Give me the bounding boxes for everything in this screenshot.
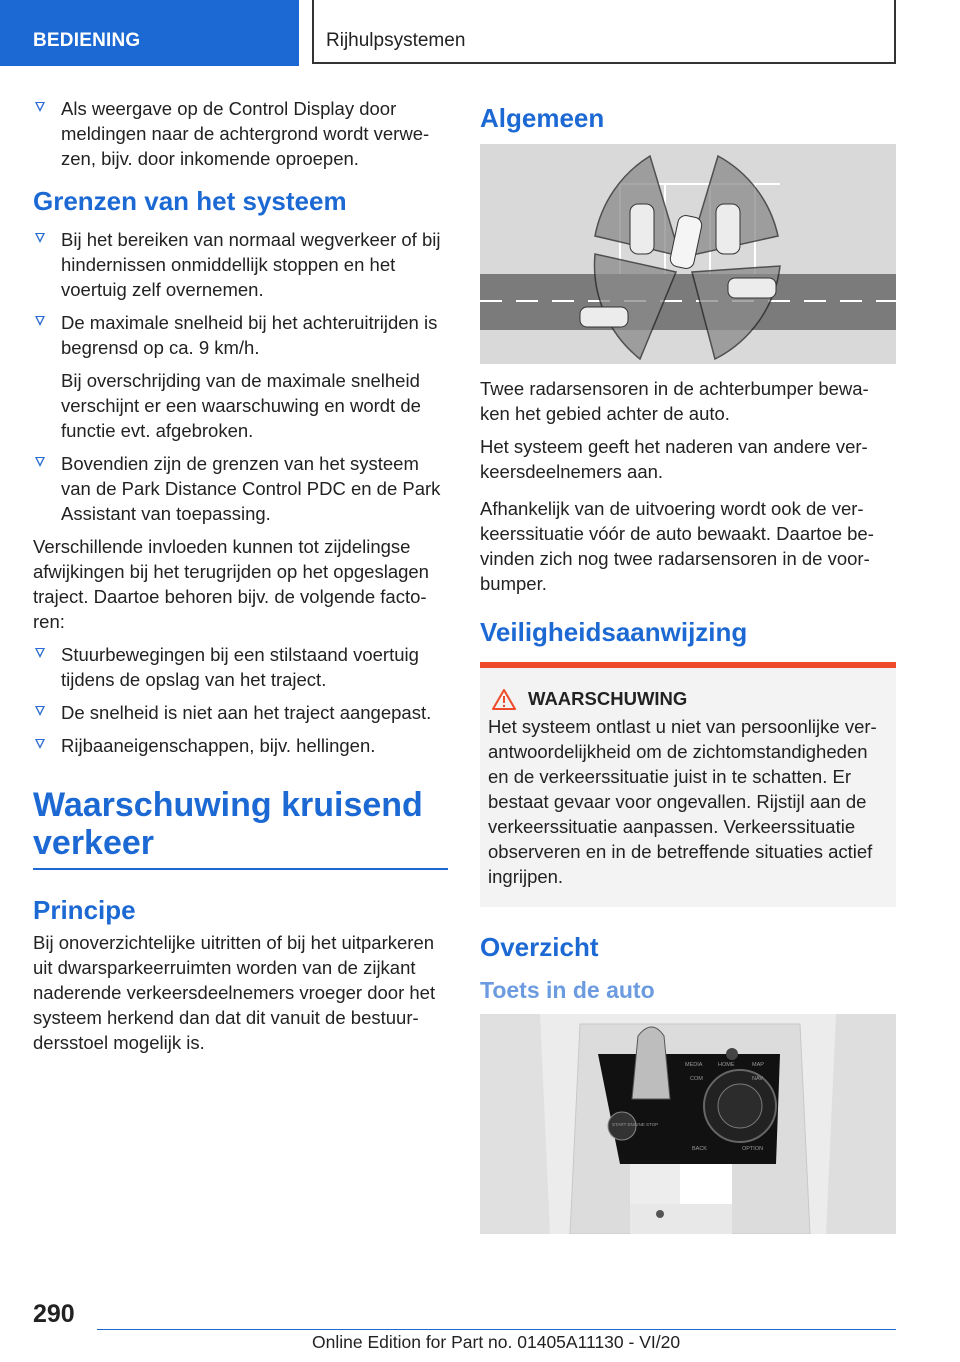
section-tab <box>0 0 299 66</box>
list-item: Rijbaaneigenschappen, bijv. hellingen. <box>33 733 448 758</box>
list-item: Bij het bereiken van normaal wegverkeer of bij hindernissen onmiddellijk stoppen en het voertuig zelf overnemen. <box>33 227 448 302</box>
right-column <box>480 96 896 1234</box>
parking-scene-diagram <box>480 144 896 364</box>
limits-list <box>33 227 448 526</box>
button-heading: Toets in de auto <box>480 977 655 1003</box>
warning-header <box>488 688 888 710</box>
bullet-triangle-icon <box>35 316 45 326</box>
topic-tab <box>312 0 896 64</box>
bullet-triangle-icon <box>35 739 45 749</box>
limits-heading: Grenzen van het systeem <box>33 186 347 216</box>
principle-text: Bij onoverzichtelijke uitritten of bij het uitparkeren uit dwarsparkeerruimten worden van de zijkant naderende verkeersdeelnemers vroeger door het systeem herkend dan dat dit vanuit de bestuur-dersstoel mogelijk is. <box>33 932 436 1053</box>
console-button-label: MEDIA <box>685 1062 703 1068</box>
list-item: Bovendien zijn de grenzen van het systeem van de Park Distance Control PDC en de Park Assistant van toepassing. <box>33 451 448 526</box>
warning-box <box>480 662 896 907</box>
general-text-3: Afhankelijk van de uitvoering wordt ook de ver-keerssituatie vóór de auto bewaakt. Daartoe be-vinden zich nog twee radarsensoren in de voor-bumper. <box>480 498 874 594</box>
influence-text: Verschillende invloeden kunnen tot zijdelingse afwijkingen bij het terugrijden op het opgeslagen traject. Daartoe behoren bijv. de volgende facto-ren: <box>33 536 429 632</box>
warning-text: Het systeem ontlast u niet van persoonlijke ver-antwoordelijkheid om de zichtomstandigheden en de verkeerssituatie juist in te schatten. Er bestaat gevaar voor ongevallen. Rijstijl aan de verkeerssituatie aanpassen. Verkeerssituatie observeren en in de betreffende situaties actief ingrijpen. <box>488 716 877 887</box>
center-console-drawing <box>480 1014 896 1234</box>
warning-triangle-icon <box>492 689 516 710</box>
page-header <box>0 0 960 66</box>
list-item: De maximale snelheid bij het achteruitrijden is begrensd op ca. 9 km/h. Bij overschrijding van de maximale snelheid verschijnt er een waarschuwing en wordt de functie evt. afgebroken. <box>33 310 448 443</box>
list-item: De snelheid is niet aan het traject aangepast. <box>33 700 448 725</box>
principle-heading: Principe <box>33 895 136 925</box>
general-text-1: Twee radarsensoren in de achterbumper bewa-ken het gebied achter de auto. <box>480 378 869 424</box>
console-button-label: COM <box>690 1076 703 1082</box>
list-item-note: Bij overschrijding van de maximale snelheid verschijnt er een waarschuwing en wordt de functie evt. afgebroken. <box>61 370 421 441</box>
list-item: Als weergave op de Control Display door meldingen naar de achtergrond wordt verwe-zen, bijv. door inkomende oproepen. <box>33 96 448 171</box>
list-item: Stuurbewegingen bij een stilstaand voertuig tijdens de opslag van het traject. <box>33 642 448 692</box>
bullet-triangle-icon <box>35 648 45 658</box>
left-column <box>33 96 448 1063</box>
console-button-label: NAV <box>752 1076 763 1082</box>
bullet-triangle-icon <box>35 706 45 716</box>
footer-divider <box>97 1329 896 1330</box>
intro-list <box>33 96 448 171</box>
console-button-label: OPTION <box>742 1146 764 1152</box>
chapter-title: Waarschuwing kruisend verkeer <box>33 786 448 870</box>
center-console-photo <box>480 1014 896 1234</box>
topic-title: Rijhulpsystemen <box>326 30 466 51</box>
general-heading: Algemeen <box>480 103 605 133</box>
overview-heading: Overzicht <box>480 932 599 962</box>
bullet-triangle-icon <box>35 457 45 467</box>
general-text-2: Het systeem geeft het naderen van andere ver-keersdeelnemers aan. <box>480 436 868 482</box>
page-number: 290 <box>33 1300 75 1328</box>
console-button-label: HOME <box>718 1062 735 1068</box>
start-stop-button-label: START ENGINE STOP <box>612 1122 659 1127</box>
parking-sensor-illustration <box>480 144 896 364</box>
influence-list <box>33 642 448 758</box>
safety-heading: Veiligheidsaanwijzing <box>480 617 748 647</box>
bullet-triangle-icon <box>35 102 45 112</box>
section-title: BEDIENING <box>33 30 141 51</box>
warning-title: WAARSCHUWING <box>528 688 688 709</box>
console-button-label: MAP <box>752 1062 764 1068</box>
console-button-label: BACK <box>692 1146 707 1152</box>
edition-text: Online Edition for Part no. 01405A11130 - VI/20 <box>312 1332 681 1352</box>
bullet-triangle-icon <box>35 233 45 243</box>
